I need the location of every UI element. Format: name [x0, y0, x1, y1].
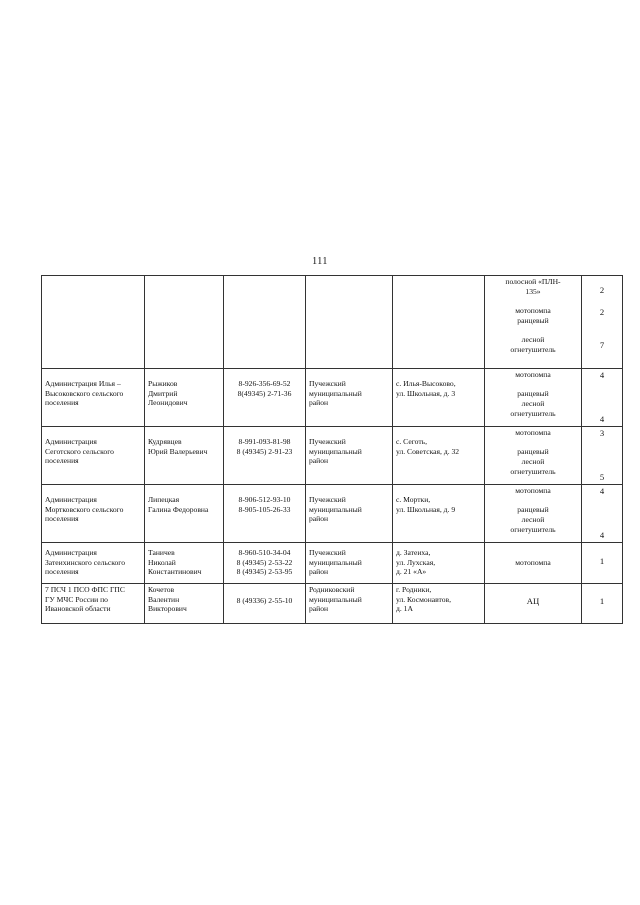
- address-cell: с. Мортки, ул. Школьная, д. 9: [393, 485, 485, 543]
- district-cell: Пучежский муниципальный район: [306, 369, 393, 427]
- page-number: 111: [312, 256, 328, 267]
- address-cell: с. Сеготь, ул. Советская, д. 32: [393, 427, 485, 485]
- quantity-cell: 1: [582, 584, 623, 624]
- head-cell: Таничев Николай Константинович: [145, 543, 224, 584]
- phone-cell: 8-960-510-34-04 8 (49345) 2-53-22 8 (49345) 2-53-95: [224, 543, 306, 584]
- quantity-cell: 2 2 7: [582, 276, 623, 369]
- equipment-cell: полосной «ПЛН- 135» мотопомпа ранцевый лесной огнетушитель: [485, 276, 582, 369]
- organization-cell: Администрация Илья – Высоковского сельского поселения: [42, 369, 145, 427]
- equipment-cell: мотопомпа ранцевый лесной огнетушитель: [485, 485, 582, 543]
- equipment-cell: АЦ: [485, 584, 582, 624]
- equipment-cell: мотопомпа ранцевый лесной огнетушитель: [485, 427, 582, 485]
- phone-cell: 8-991-093-81-98 8 (49345) 2-91-23: [224, 427, 306, 485]
- address-cell: с. Илья-Высоково, ул. Школьная, д. 3: [393, 369, 485, 427]
- phone-cell: [224, 276, 306, 369]
- district-cell: Пучежский муниципальный район: [306, 543, 393, 584]
- table-row: [42, 427, 623, 485]
- district-cell: Родниковский муниципальный район: [306, 584, 393, 624]
- address-cell: д. Затеиха, ул. Лухская, д. 21 «А»: [393, 543, 485, 584]
- table-row: [42, 369, 623, 427]
- equipment-cell: мотопомпа: [485, 543, 582, 584]
- organization-cell: [42, 276, 145, 369]
- quantity-cell: 4 4: [582, 485, 623, 543]
- address-cell: г. Родники, ул. Космонавтов, д. 1А: [393, 584, 485, 624]
- resources-table: [41, 275, 623, 624]
- quantity-cell: 4 4: [582, 369, 623, 427]
- head-cell: Рыжиков Дмитрий Леонидович: [145, 369, 224, 427]
- table-row: [42, 584, 623, 624]
- table-row: [42, 485, 623, 543]
- head-cell: Кудрявцев Юрий Валерьевич: [145, 427, 224, 485]
- phone-cell: 8-906-512-93-10 8-905-105-26-33: [224, 485, 306, 543]
- phone-cell: 8 (49336) 2-55-10: [224, 584, 306, 624]
- quantity-cell: 1: [582, 543, 623, 584]
- quantity-cell: 3 5: [582, 427, 623, 485]
- table-row: [42, 276, 623, 369]
- organization-cell: Администрация Мортковского сельского поселения: [42, 485, 145, 543]
- address-cell: [393, 276, 485, 369]
- head-cell: [145, 276, 224, 369]
- head-cell: Кочетов Валентин Викторович: [145, 584, 224, 624]
- district-cell: Пучежский муниципальный район: [306, 485, 393, 543]
- district-cell: [306, 276, 393, 369]
- district-cell: Пучежский муниципальный район: [306, 427, 393, 485]
- equipment-cell: мотопомпа ранцевый лесной огнетушитель: [485, 369, 582, 427]
- organization-cell: Администрация Затеихинского сельского поселения: [42, 543, 145, 584]
- organization-cell: Администрация Сеготского сельского поселения: [42, 427, 145, 485]
- phone-cell: 8-926-356-69-52 8(49345) 2-71-36: [224, 369, 306, 427]
- head-cell: Липецкая Галина Федоровна: [145, 485, 224, 543]
- organization-cell: 7 ПСЧ 1 ПСО ФПС ГПС ГУ МЧС России по Ивановской области: [42, 584, 145, 624]
- table-row: [42, 543, 623, 584]
